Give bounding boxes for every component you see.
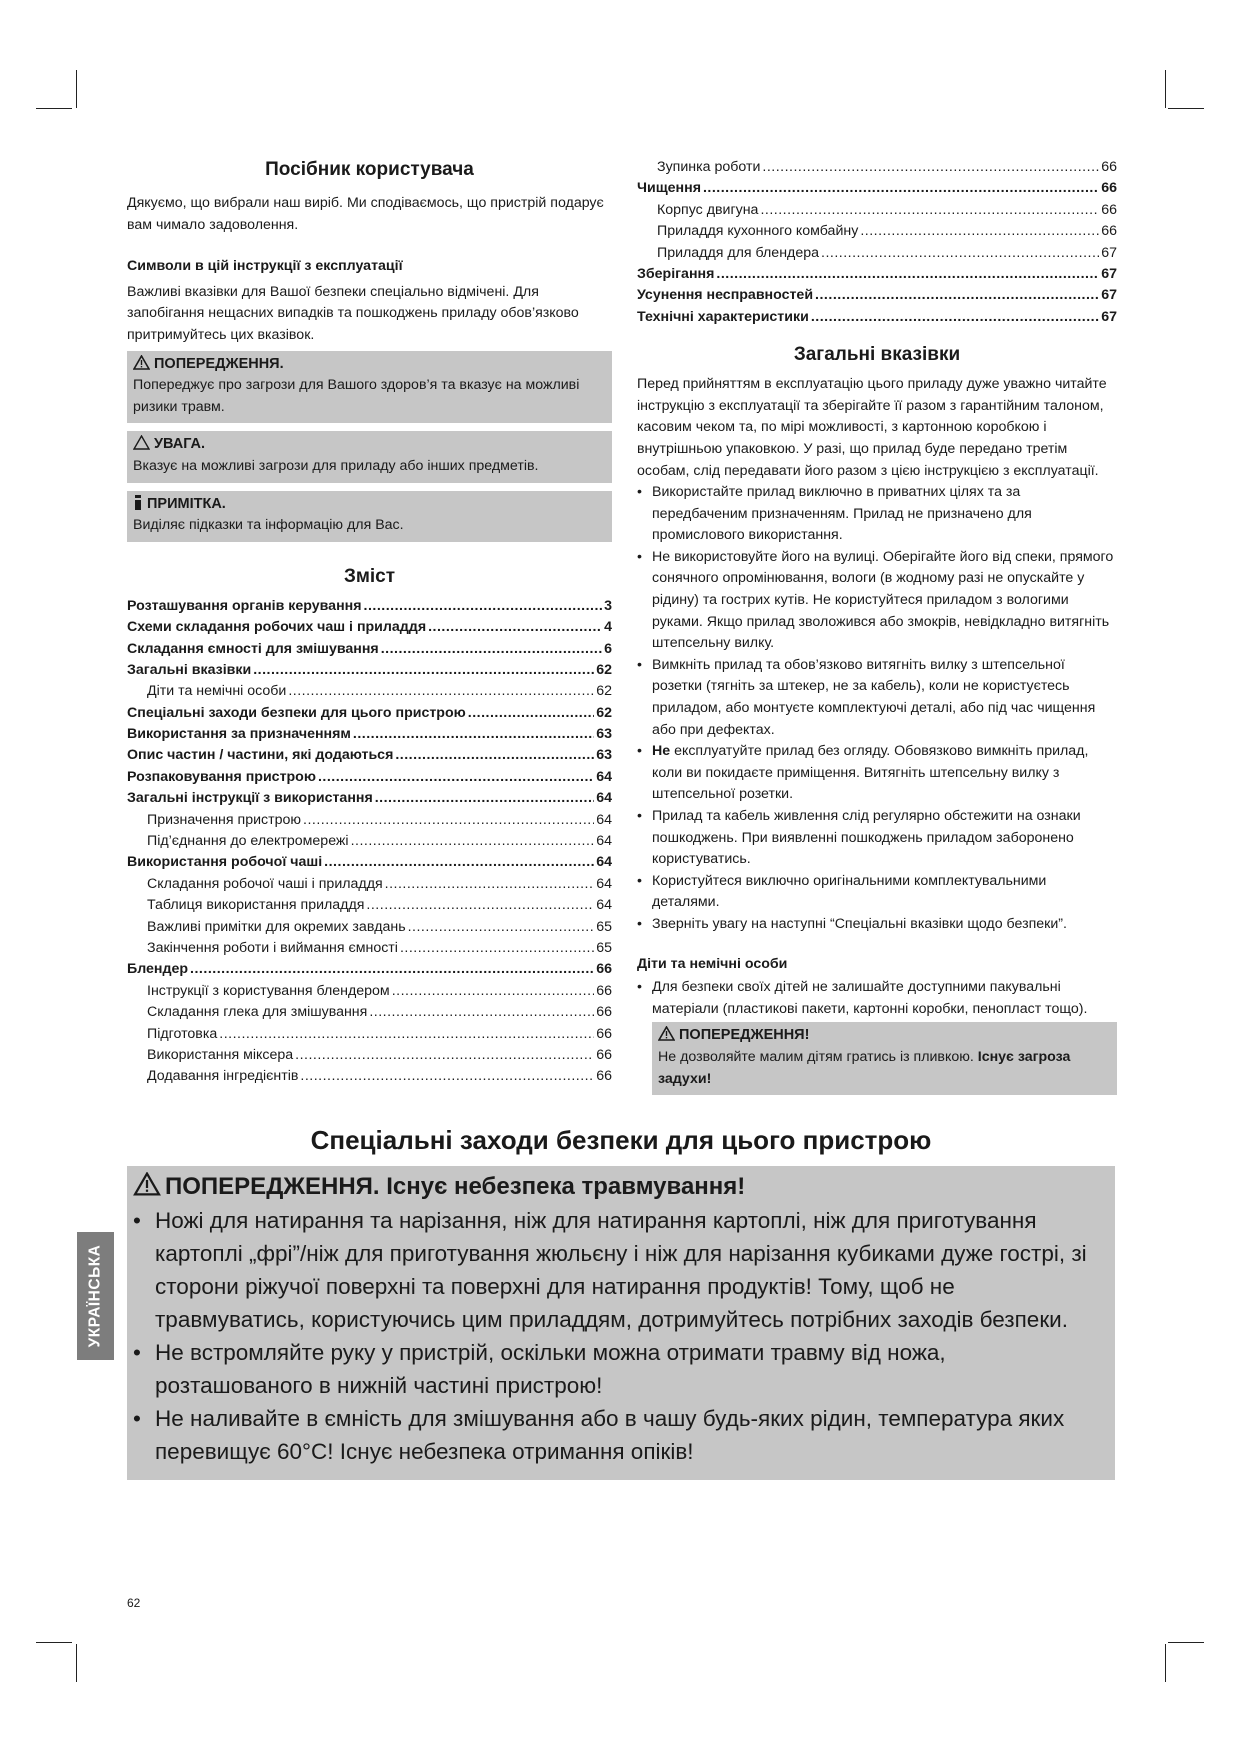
toc-entry-page: 63: [596, 726, 612, 743]
table-of-contents-left: [127, 596, 612, 1088]
toc-entry-page: 67: [1101, 265, 1117, 282]
language-label: УКРАЇНСЬКА: [86, 1244, 104, 1348]
toc-entry: [127, 703, 612, 724]
toc-entry-title: Приладдя для блендера: [657, 244, 819, 261]
safety-warning-title: ПОПЕРЕДЖЕННЯ. Існує небезпека травмування!: [165, 1173, 746, 1200]
toc-entry-title: Розпаковування пристрою: [127, 768, 316, 785]
child-warning-bold: Існує загроза задухи!: [658, 1048, 1071, 1087]
toc-leader-dots: [428, 617, 602, 639]
toc-leader-dots: [408, 917, 595, 939]
toc-leader-dots: [190, 959, 594, 981]
toc-entry: [127, 1002, 612, 1023]
toc-leader-dots: [821, 243, 1099, 265]
toc-entry-page: 63: [596, 747, 612, 764]
children-bullets: [637, 977, 1117, 1020]
child-warning-body: [658, 1047, 1111, 1090]
toc-entry: [127, 617, 612, 638]
symbols-text: Важливі вказівки для Вашої безпеки спеціально відмічені. Для запобігання нещасних випадків та пошкоджень приладу обов’язково притримуйтесь цих вказівок.: [127, 283, 579, 343]
child-warning-box: [652, 1022, 1117, 1095]
crop-mark: [76, 70, 77, 108]
toc-entry-page: 64: [596, 790, 612, 807]
toc-entry-title: Таблиця використання приладдя: [147, 897, 365, 914]
toc-entry: [637, 264, 1117, 285]
toc-entry-title: Приладдя кухонного комбайну: [657, 223, 859, 240]
toc-leader-dots: [468, 703, 594, 725]
toc-entry-page: 66: [596, 982, 612, 999]
toc-entry-page: 62: [596, 661, 612, 678]
toc-entry-page: 66: [1101, 201, 1117, 218]
toc-entry: [127, 767, 612, 788]
safety-warning-box: [127, 1166, 1115, 1480]
toc-leader-dots: [318, 767, 594, 789]
toc-entry: [637, 243, 1117, 264]
toc-entry: [127, 981, 612, 1002]
toc-entry-title: Закінчення роботи і виймання ємності: [147, 939, 398, 956]
child-warning-title: ПОПЕРЕДЖЕННЯ!: [679, 1027, 810, 1044]
toc-entry-title: Технічні характеристики: [637, 308, 809, 325]
warning-heading: [133, 354, 606, 376]
toc-entry-title: Розташування органів керування: [127, 597, 362, 614]
caution-text: Вказує на можливі загрози для приладу або інших предметів.: [133, 457, 539, 474]
toc-leader-dots: [324, 852, 594, 874]
crop-mark: [1168, 108, 1204, 109]
toc-entry-title: Додавання інгредієнтів: [147, 1068, 299, 1085]
note-title: ПРИМІТКА.: [147, 495, 226, 512]
toc-entry: [127, 639, 612, 660]
toc-leader-dots: [860, 221, 1099, 243]
list-item: • Для безпеки своїх дітей не залишайте доступними пакувальні матеріали (пластикові пакети, картонні коробки, пенопласт тощо).: [637, 977, 1117, 1020]
warning-text: Попереджує про загрози для Вашого здоров’я та вказує на можливі ризики травм.: [133, 377, 580, 415]
note-heading: [133, 494, 606, 516]
warning-triangle-icon: [133, 355, 150, 370]
toc-entry: [127, 831, 612, 852]
toc-entry-title: Корпус двигуна: [657, 201, 759, 218]
toc-leader-dots: [219, 1024, 594, 1046]
toc-entry-title: Інструкції з користування блендером: [147, 982, 390, 999]
toc-entry: [127, 660, 612, 681]
toc-entry-title: Загальні інструкції з використання: [127, 790, 373, 807]
toc-entry-title: Спеціальні заходи безпеки для цього пристрою: [127, 704, 466, 721]
left-column: [127, 157, 612, 1088]
safety-bullets: [133, 1204, 1109, 1468]
toc-entry-title: Використання за призначенням: [127, 726, 351, 743]
bullet-no-rest: експлуатуйте прилад без огляду. Обовязково вимкніть прилад, коли ви покидаєте приміщення. Витягніть штепсельну вилку з штепсельної розетки.: [652, 743, 1089, 803]
toc-entry-title: Використання робочої чаші: [127, 854, 323, 871]
right-column: [637, 157, 1117, 1095]
toc-leader-dots: [369, 1002, 594, 1024]
crop-mark: [1165, 70, 1166, 108]
toc-entry: [127, 681, 612, 702]
toc-leader-dots: [762, 157, 1099, 179]
toc-entry: [127, 788, 612, 809]
toc-entry-page: 66: [1101, 159, 1117, 175]
toc-entry-title: Опис частин / частини, які додаються: [127, 747, 394, 764]
toc-entry-page: 4: [604, 619, 612, 636]
list-item: • Ножі для натирання та нарізання, ніж для натирання картоплі, ніж для приготування картоплі „фрі”/ніж для приготування жюльєну і ніж для нарізання кубиками дуже гострі, зі сторони ріжучої поверхні та поверхні для натирання продуктів! Тому, щоб не травмуватись, користуючись цим приладдям, дотримуйтесь потрібних заходів безпеки.: [133, 1204, 1109, 1336]
toc-leader-dots: [364, 596, 603, 618]
bullet-no-bold: Не: [652, 743, 671, 760]
toc-leader-dots: [303, 810, 594, 832]
toc-entry-title: Діти та немічні особи: [147, 683, 287, 700]
caution-box: [127, 431, 612, 482]
toc-entry: [127, 938, 612, 959]
toc-entry-page: 67: [1101, 244, 1117, 261]
crop-mark: [36, 1642, 72, 1643]
toc-entry-page: 62: [596, 683, 612, 700]
toc-entry: [637, 307, 1117, 328]
safety-section: [127, 1124, 1115, 1480]
caution-heading: [133, 434, 606, 456]
toc-entry-page: 64: [596, 897, 612, 914]
toc-entry: [637, 285, 1117, 306]
warning-title: ПОПЕРЕДЖЕННЯ.: [154, 355, 284, 372]
toc-entry-page: 64: [596, 854, 612, 871]
toc-entry-page: 64: [596, 768, 612, 785]
toc-leader-dots: [815, 285, 1099, 307]
info-icon: [133, 495, 143, 510]
toc-entry-title: Зупинка роботи: [657, 159, 761, 175]
toc-entry: [127, 917, 612, 938]
toc-leader-dots: [395, 745, 594, 767]
toc-entry-title: Під’єднання до електромережі: [147, 833, 349, 850]
toc-entry-title: Блендер: [127, 961, 189, 978]
toc-leader-dots: [375, 788, 594, 810]
general-text: Перед прийняттям в експлуатацію цього приладу дуже уважно читайте інструкцію з експлуатації та зберігайте її разом з гарантійним талоном, касовим чеком та, по мірі можливості, з картонною коробкою і внутрішньою упаковкою. У разі, що прилад буде передано третім особам, слід передавати його разом з цією інструкцією з експлуатації.: [637, 376, 1107, 479]
intro-text: Дякуємо, що вибрали наш виріб. Ми сподіваємось, що пристрій подарує вам чимало задоволення.: [127, 195, 604, 233]
list-item: • Вимкніть прилад та обов’язково витягніть вилку з штепсельної розетки (тягніть за штекер, не за кабель), коли не користуєтесь приладом, або монтуєте комплектуючі деталі, або під час чищення або при дефектах.: [637, 655, 1117, 741]
list-item: • Прилад та кабель живлення слід регулярно обстежити на ознаки пошкоджень. При виявленні пошкоджень приладом заборонено користуватись.: [637, 806, 1117, 871]
toc-entry-page: 66: [1101, 223, 1117, 240]
general-bullets: [637, 482, 1117, 935]
toc-leader-dots: [351, 831, 595, 853]
toc-leader-dots: [366, 895, 594, 917]
toc-entry-title: Важливі примітки для окремих завдань: [147, 918, 406, 935]
list-item: • Не наливайте в ємність для змішування або в чашу будь-яких рідин, температура яких перевищує 60°C! Існує небезпека отримання опіків!: [133, 1402, 1109, 1468]
crop-mark: [1165, 1644, 1166, 1682]
list-item: • Використайте прилад виключно в приватних цілях та за передбаченим призначенням. Прилад не призначено для промислового використання.: [637, 482, 1117, 547]
toc-entry-page: 66: [1101, 180, 1117, 197]
toc-entry-title: Складання робочої чаші і приладдя: [147, 875, 383, 892]
toc-entry-title: Схеми складання робочих чаш і приладдя: [127, 619, 427, 636]
general-title: Загальні вказівки: [793, 344, 961, 366]
toc-entry: [637, 157, 1117, 178]
toc-entry: [127, 745, 612, 766]
toc-entry-page: 67: [1101, 308, 1117, 325]
toc-entry: [127, 596, 612, 617]
list-item: • Не встромляйте руку у пристрій, оскільки можна отримати травму від ножа, розташованого в нижній частині пристрою!: [133, 1336, 1109, 1402]
list-item: [637, 741, 1117, 806]
toc-entry-page: 62: [596, 704, 612, 721]
toc-leader-dots: [385, 874, 595, 896]
toc-leader-dots: [353, 724, 594, 746]
list-item: • Не використовуйте його на вулиці. Оберігайте його від спеки, прямого сонячного опромінювання, вологи (в жодному разі не опускайте у рідину) та гострих кутів. Не користуйтеся приладом з вологими руками. Якщо прилад зволожився або змокрів, невідкладно витягніть штепсельну вилку.: [637, 547, 1117, 655]
toc-entry-page: 66: [596, 1004, 612, 1021]
toc-entry: [127, 874, 612, 895]
crop-mark: [36, 108, 72, 109]
toc-entry: [127, 852, 612, 873]
toc-entry-page: 64: [596, 833, 612, 850]
guide-title: Посібник користувача: [265, 159, 474, 180]
toc-entry: [127, 895, 612, 916]
note-box: [127, 491, 612, 542]
toc-entry-page: 66: [596, 1046, 612, 1063]
toc-leader-dots: [288, 681, 594, 703]
toc-entry-title: Зберігання: [637, 265, 715, 282]
toc-entry-page: 64: [596, 875, 612, 892]
toc-entry: [127, 1045, 612, 1066]
toc-leader-dots: [381, 639, 602, 661]
toc-entry-page: 65: [596, 918, 612, 935]
toc-entry-page: 67: [1101, 287, 1117, 304]
warning-box: [127, 351, 612, 424]
toc-leader-dots: [400, 938, 594, 960]
toc-entry-page: 66: [596, 1068, 612, 1085]
caution-title: УВАГА.: [154, 436, 206, 453]
toc-entry: [127, 1024, 612, 1045]
toc-entry: [127, 959, 612, 980]
toc-leader-dots: [392, 981, 595, 1003]
toc-entry-page: 65: [596, 939, 612, 956]
toc-entry: [127, 810, 612, 831]
toc-entry-page: 66: [596, 961, 612, 978]
toc-entry-page: 64: [596, 811, 612, 828]
caution-triangle-icon: [133, 435, 150, 450]
language-tab: [77, 1232, 114, 1360]
toc-leader-dots: [253, 660, 594, 682]
symbols-title: Символи в цій інструкції з експлуатації: [127, 258, 403, 275]
toc-entry-page: 3: [604, 597, 612, 614]
warning-triangle-icon: [133, 1172, 161, 1196]
table-of-contents-right: [637, 157, 1117, 328]
toc-leader-dots: [716, 264, 1099, 286]
note-text: Виділяє підказки та інформацію для Вас.: [133, 517, 404, 534]
child-warning-text: Не дозволяйте малим дітям гратись із пливкою.: [658, 1048, 978, 1065]
toc-leader-dots: [703, 178, 1099, 200]
toc-entry-title: Складання глека для змішування: [147, 1004, 368, 1021]
child-warning-heading: [658, 1025, 1111, 1047]
toc-entry: [127, 724, 612, 745]
toc-entry-title: Складання ємності для змішування: [127, 640, 379, 657]
toc-leader-dots: [295, 1045, 594, 1067]
toc-entry-title: Усунення несправностей: [637, 287, 814, 304]
toc-entry-title: Загальні вказівки: [127, 661, 252, 678]
toc-leader-dots: [300, 1066, 594, 1088]
crop-mark: [1168, 1642, 1204, 1643]
safety-title: Спеціальні заходи безпеки для цього пристрою: [310, 1125, 932, 1155]
children-title: Діти та немічні особи: [637, 955, 788, 972]
toc-entry: [637, 178, 1117, 199]
page-number: 62: [127, 1596, 141, 1610]
toc-entry-page: 66: [596, 1025, 612, 1042]
list-item: • Користуйтеся виключно оригінальними комплектувальними деталями.: [637, 871, 1117, 914]
toc-entry-title: Чищення: [637, 180, 701, 197]
toc-entry: [637, 221, 1117, 242]
safety-warning-heading: [133, 1170, 1109, 1204]
warning-triangle-icon: [658, 1026, 675, 1041]
list-item: • Зверніть увагу на наступні “Спеціальні вказівки щодо безпеки”.: [637, 914, 1117, 936]
contents-title: Зміст: [343, 565, 396, 587]
toc-entry-title: Призначення пристрою: [147, 811, 302, 828]
toc-entry: [637, 200, 1117, 221]
toc-entry-title: Підготовка: [147, 1025, 218, 1042]
toc-leader-dots: [811, 307, 1099, 329]
crop-mark: [76, 1644, 77, 1682]
toc-entry: [127, 1066, 612, 1087]
toc-leader-dots: [760, 200, 1099, 222]
toc-entry-page: 6: [604, 640, 612, 657]
toc-entry-title: Використання міксера: [147, 1046, 294, 1063]
